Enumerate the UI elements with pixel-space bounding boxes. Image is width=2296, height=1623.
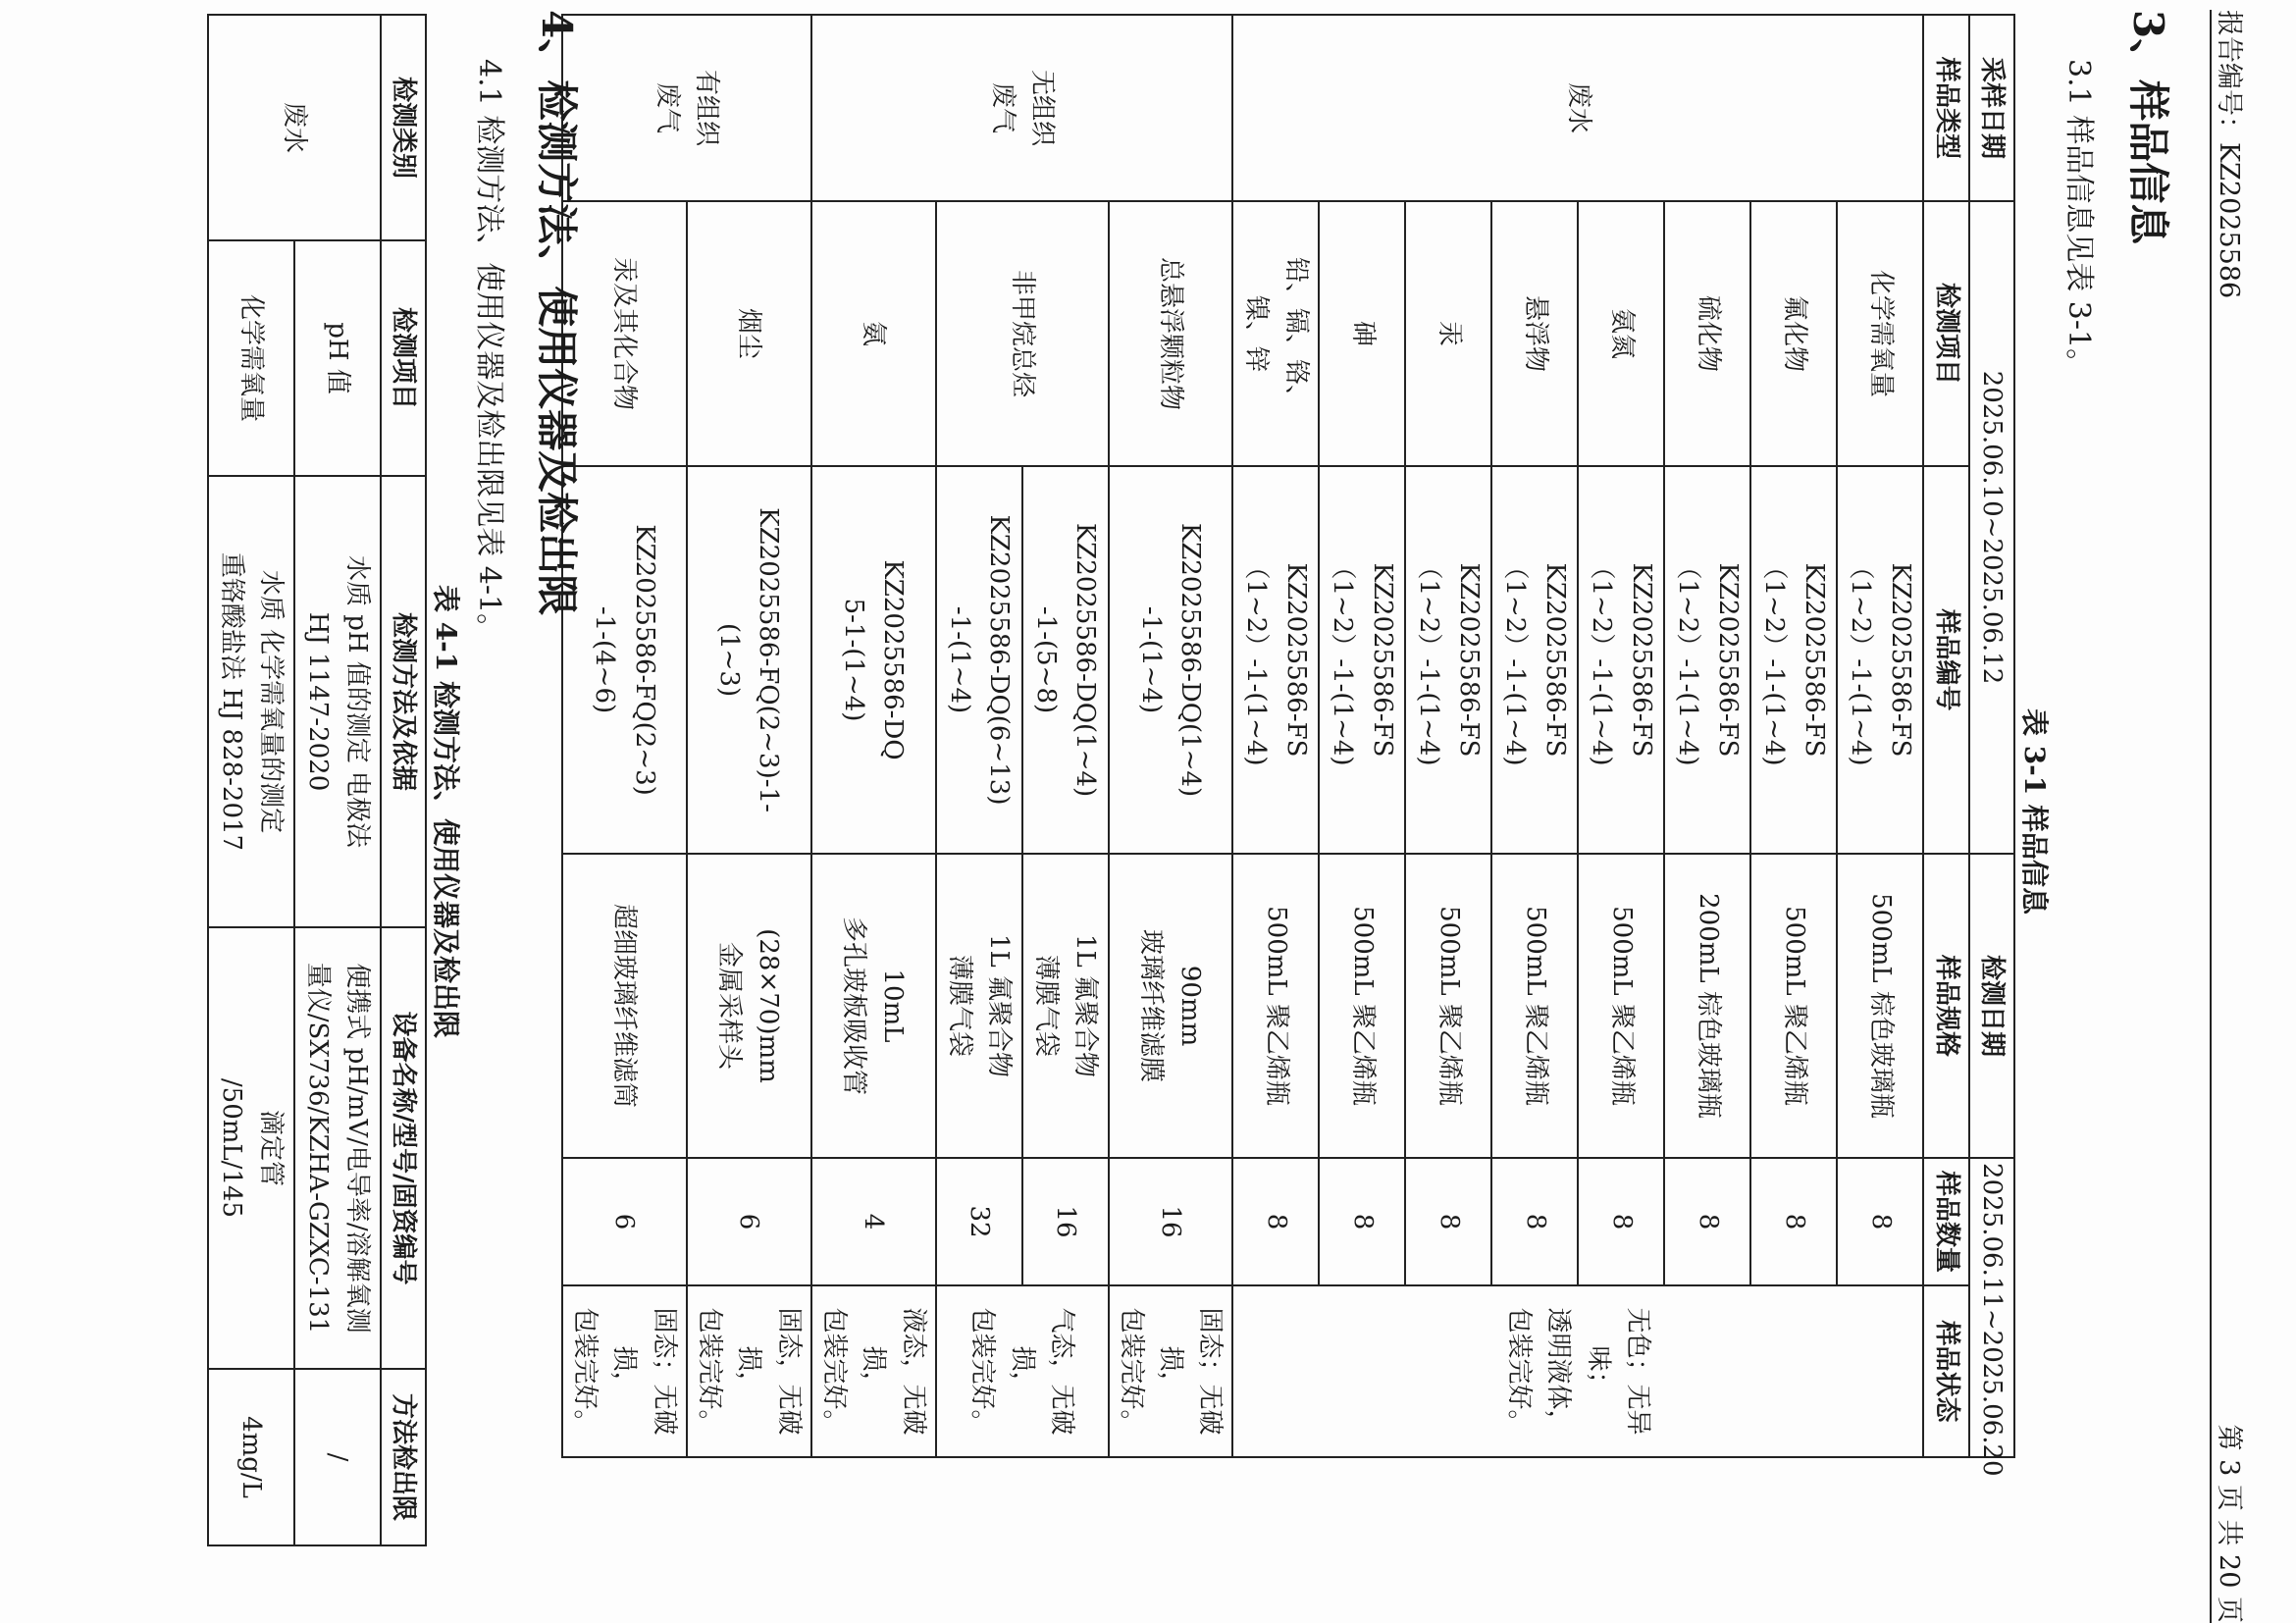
table-row bbox=[208, 15, 294, 1545]
sample-state: 固态，无破损， 包装完好。 bbox=[687, 1285, 811, 1457]
test-item: 铅、镉、铬、 镍、锌 bbox=[1232, 201, 1319, 466]
sample-qty: 8 bbox=[1837, 1158, 1923, 1285]
col-sample-spec: 样品规格 bbox=[1923, 854, 1968, 1158]
test-date-value: 2025.06.11~2025.06.20 bbox=[1969, 1158, 2014, 1457]
sample-qty: 16 bbox=[1109, 1158, 1233, 1285]
sample-code: KZ2025586-FS （1~2）-1-(1~4) bbox=[1319, 466, 1405, 854]
report-number-label: 报告编号： bbox=[2214, 10, 2244, 142]
test-item: 氨氮 bbox=[1578, 201, 1664, 466]
sample-spec: 1L 氟聚合物 薄膜气袋 bbox=[936, 854, 1022, 1158]
sample-code: KZ2025586-FS （1~2）-1-(1~4) bbox=[1578, 466, 1664, 854]
table-row bbox=[1232, 15, 1319, 1457]
test-item: 汞及其化合物 bbox=[562, 201, 687, 466]
report-number: KZ2025586 bbox=[2214, 142, 2244, 299]
page-indicator: 第 3 页 共 20 页 bbox=[2214, 1424, 2244, 1623]
sample-qty: 6 bbox=[687, 1158, 811, 1285]
table-row bbox=[1837, 15, 1923, 1457]
col-limit: 方法检出限 bbox=[381, 1369, 426, 1545]
test-item: 化学需氧量 bbox=[208, 240, 294, 476]
table-row bbox=[1405, 15, 1491, 1457]
table-row bbox=[294, 15, 381, 1545]
sample-spec: 500mL 聚乙烯瓶 bbox=[1750, 854, 1837, 1158]
test-item: 化学需氧量 bbox=[1837, 201, 1923, 466]
device: 便携式 pH/mV/电导率/溶解氧测 量仪/SX736/KZHA-GZXC-131 bbox=[294, 927, 381, 1369]
sample-code: KZ2025586-FS （1~2）-1-(1~4) bbox=[1837, 466, 1923, 854]
sample-code: KZ2025586-FQ(2~3) -1-(4~6) bbox=[562, 466, 687, 854]
test-item: 非甲烷总烃 bbox=[936, 201, 1109, 466]
sample-spec: 500mL 聚乙烯瓶 bbox=[1232, 854, 1319, 1158]
group-wastewater: 废水 bbox=[1232, 15, 1923, 201]
col-category: 检测类别 bbox=[381, 15, 426, 240]
sample-qty: 8 bbox=[1491, 1158, 1578, 1285]
sample-qty: 8 bbox=[1664, 1158, 1750, 1285]
report-number-line bbox=[2213, 10, 2251, 298]
table-3-1-caption: 表 3-1 样品信息 bbox=[2018, 707, 2051, 916]
table-row bbox=[1578, 15, 1664, 1457]
sample-spec: 500mL 棕色玻璃瓶 bbox=[1837, 854, 1923, 1158]
group-unorganized-gas: 无组织 废气 bbox=[811, 15, 1233, 201]
test-method: 水质 化学需氧量的测定 重铬酸盐法 HJ 828-2017 bbox=[208, 476, 294, 927]
test-item: 烟尘 bbox=[687, 201, 811, 466]
table-row bbox=[687, 15, 811, 1457]
col-sample-type: 样品类型 bbox=[1923, 15, 1968, 201]
header-rule bbox=[2210, 10, 2212, 1623]
sample-qty: 8 bbox=[1750, 1158, 1837, 1285]
col-test-item: 检测项目 bbox=[1923, 201, 1968, 466]
test-item: 砷 bbox=[1319, 201, 1405, 466]
col-sample-state: 样品状态 bbox=[1923, 1285, 1968, 1457]
sample-qty: 6 bbox=[562, 1158, 687, 1285]
sample-code: KZ2025586-FS （1~2）-1-(1~4) bbox=[1750, 466, 1837, 854]
sample-code: KZ2025586-FQ(2~3)-1- (1~3) bbox=[687, 466, 811, 854]
test-date-header: 检测日期 bbox=[1969, 854, 2014, 1158]
detection-limit: / bbox=[294, 1369, 381, 1545]
sample-spec: 超细玻璃纤维滤筒 bbox=[562, 854, 687, 1158]
sample-qty: 8 bbox=[1578, 1158, 1664, 1285]
table-4-1-caption: 表 4-1 检测方法、使用仪器及检出限 bbox=[430, 584, 462, 1039]
sample-spec: 500mL 聚乙烯瓶 bbox=[1578, 854, 1664, 1158]
sample-spec: (28×70)mm 金属采样头 bbox=[687, 854, 811, 1158]
sample-spec: 500mL 聚乙烯瓶 bbox=[1405, 854, 1491, 1158]
col-item: 检测项目 bbox=[381, 240, 426, 476]
sample-code: KZ2025586-DQ(1~4) -1-(1~4) bbox=[1109, 466, 1233, 854]
sample-spec: 1L 氟聚合物 薄膜气袋 bbox=[1022, 854, 1109, 1158]
sample-state: 固态；无破损， 包装完好。 bbox=[562, 1285, 687, 1457]
col-device: 设备名称/型号/固资编号 bbox=[381, 927, 426, 1369]
sample-spec: 200mL 棕色玻璃瓶 bbox=[1664, 854, 1750, 1158]
test-method: 水质 pH 值的测定 电极法 HJ 1147-2020 bbox=[294, 476, 381, 927]
sample-spec: 90mm 玻璃纤维滤膜 bbox=[1109, 854, 1233, 1158]
col-sample-qty: 样品数量 bbox=[1923, 1158, 1968, 1285]
sample-code: KZ2025586-FS （1~2）-1-(1~4) bbox=[1232, 466, 1319, 854]
table-row bbox=[1664, 15, 1750, 1457]
sample-spec: 500mL 聚乙烯瓶 bbox=[1491, 854, 1578, 1158]
group-organized-gas: 有组织 废气 bbox=[562, 15, 811, 201]
sample-state: 气态，无破损， 包装完好。 bbox=[936, 1285, 1109, 1457]
test-item: 氟化物 bbox=[1750, 201, 1837, 466]
detection-limit: 4mg/L bbox=[208, 1369, 294, 1545]
sample-state: 液态，无破损， 包装完好。 bbox=[811, 1285, 936, 1457]
sample-state: 固态；无破损， 包装完好。 bbox=[1109, 1285, 1233, 1457]
test-item: pH 值 bbox=[294, 240, 381, 476]
test-item: 悬浮物 bbox=[1491, 201, 1578, 466]
sample-qty: 8 bbox=[1232, 1158, 1319, 1285]
sample-info-table bbox=[561, 14, 2015, 1477]
test-item: 氨 bbox=[811, 201, 936, 466]
test-item: 总悬浮颗粒物 bbox=[1109, 201, 1233, 466]
sample-code: KZ2025586-FS （1~2）-1-(1~4) bbox=[1491, 466, 1578, 854]
sample-code: KZ2025586-DQ(6~13) -1-(1~4) bbox=[936, 466, 1022, 854]
section-4-title: 4、检测方法、使用仪器及检出限 bbox=[533, 10, 581, 616]
sample-qty: 16 bbox=[1022, 1158, 1109, 1285]
table-row bbox=[1319, 15, 1405, 1457]
sample-code: KZ2025586-DQ 5-1-(1~4) bbox=[811, 466, 936, 854]
sampling-date-header: 采样日期 bbox=[1969, 15, 2014, 201]
sample-code: KZ2025586-FS （1~2）-1-(1~4) bbox=[1405, 466, 1491, 854]
sampling-date-value: 2025.06.10~2025.06.12 bbox=[1969, 201, 2014, 854]
method-table bbox=[207, 14, 427, 1546]
sample-code: KZ2025586-DQ(1~4) -1-(5~8) bbox=[1022, 466, 1109, 854]
col-method: 检测方法及依据 bbox=[381, 476, 426, 927]
test-item: 汞 bbox=[1405, 201, 1491, 466]
sample-state-wastewater: 无色；无异味； 透明液体， 包装完好。 bbox=[1232, 1285, 1923, 1457]
device: 滴定管 /50mL/145 bbox=[208, 927, 294, 1369]
table-row bbox=[1109, 15, 1233, 1457]
test-item: 硫化物 bbox=[1664, 201, 1750, 466]
sample-spec: 10mL 多孔玻板吸收管 bbox=[811, 854, 936, 1158]
table-row bbox=[1750, 15, 1837, 1457]
category-wastewater: 废水 bbox=[208, 15, 381, 240]
section-4-intro: 4.1 检测方法、使用仪器及检出限见表 4-1。 bbox=[472, 59, 506, 644]
table-row bbox=[811, 15, 936, 1457]
table-row bbox=[1022, 15, 1109, 1457]
sample-qty: 8 bbox=[1319, 1158, 1405, 1285]
sample-qty: 8 bbox=[1405, 1158, 1491, 1285]
sample-qty: 4 bbox=[811, 1158, 936, 1285]
section-3-intro: 3.1 样品信息见表 3-1。 bbox=[2061, 59, 2096, 379]
sample-spec: 500mL 聚乙烯瓶 bbox=[1319, 854, 1405, 1158]
sample-qty: 32 bbox=[936, 1158, 1022, 1285]
sample-code: KZ2025586-FS （1~2）-1-(1~4) bbox=[1664, 466, 1750, 854]
section-3-title: 3、样品信息 bbox=[2124, 10, 2172, 245]
table-row bbox=[1491, 15, 1578, 1457]
col-sample-code: 样品编号 bbox=[1923, 466, 1968, 854]
